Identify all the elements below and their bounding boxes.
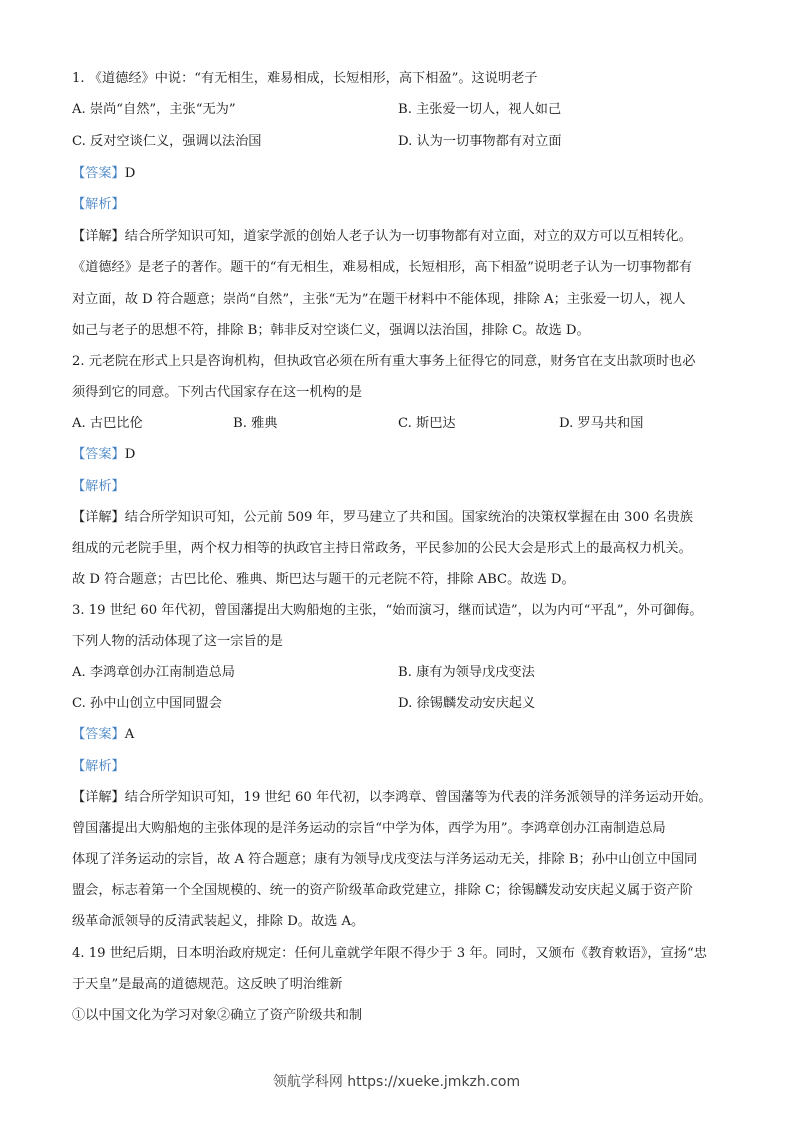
question-2-option-c: C. 斯巴达: [398, 416, 456, 431]
question-3-option-c: C. 孙中山创立中国同盟会: [72, 696, 222, 711]
question-3-detail-line: 曾国藩提出大购船炮的主张体现的是洋务运动的宗旨“中学为体，西学为用”。李鸿章创办江南制造总局: [72, 821, 666, 836]
question-2-detail-line: 【详解】结合所学知识可知，公元前 509 年，罗马建立了共和国。国家统治的决策权掌握在由 300 名贵族: [72, 510, 693, 525]
question-3-detail-line: 体现了洋务运动的宗旨，故 A 符合题意；康有为领导戊戌变法与洋务运动无关，排除 B；孙中山创立中国同: [72, 852, 698, 867]
question-1-stem: 1. 《道德经》中说：“有无相生，难易相成，长短相形，高下相盈”。这说明老子: [72, 71, 538, 86]
question-2-detail-line: 故 D 符合题意；古巴比伦、雅典、斯巴达与题干的元老院不符，排除 ABC。故选 D。: [72, 572, 575, 587]
question-2-option-a: A. 古巴比伦: [72, 416, 143, 431]
answer-tag: 【答案】: [72, 166, 125, 181]
question-3-detail-line: 盟会，标志着第一个全国规模的、统一的资产阶级革命政党建立，排除 C；徐锡麟发动安庆起义属于资产阶: [72, 883, 693, 898]
question-2-option-b: B. 雅典: [233, 416, 278, 431]
question-2-answer: [72, 443, 135, 462]
question-4-stem: 于天皇”是最高的道德规范。这反映了明治维新: [72, 977, 343, 992]
question-1-answer: [72, 162, 135, 181]
question-2-detail-line: 组成的元老院手里，两个权力相等的执政官主持日常政务，平民参加的公民大会是形式上的最高权力机关。: [72, 541, 692, 556]
question-2-stem: 须得到它的同意。下列古代国家存在这一机构的是: [72, 385, 363, 400]
question-1-option-d: D. 认为一切事物都有对立面: [398, 134, 562, 149]
question-1-option-c: C. 反对空谈仁义，强调以法治国: [72, 134, 262, 149]
question-3-option-d: D. 徐锡麟发动安庆起义: [398, 696, 536, 711]
question-3-option-b: B. 康有为领导戊戌变法: [398, 665, 535, 680]
question-1-detail-line: 对立面，故 D 符合题意；崇尚“自然”，主张“无为”在题干材料中不能体现，排除 A；主张爱一切人，视人: [72, 292, 686, 307]
question-1-analysis-tag: 【解析】: [72, 197, 125, 212]
question-1-option-b: B. 主张爱一切人，视人如己: [398, 102, 562, 117]
question-2-stem: 2. 元老院在形式上只是咨询机构，但执政官必须在所有重大事务上征得它的同意，财务官在支出款项时也必: [72, 354, 696, 369]
question-1-detail-line: 《道德经》是老子的著作。题干的“有无相生，难易相成，长短相形，高下相盈”说明老子认为一切事物都有: [72, 260, 693, 275]
question-3-answer: [72, 723, 134, 742]
question-1-detail-line: 【详解】结合所学知识可知，道家学派的创始人老子认为一切事物都有对立面，对立的双方可以互相转化。: [72, 229, 692, 244]
question-1-detail-line: 如己与老子的思想不符，排除 B；韩非反对空谈仁义，强调以法治国，排除 C。故选 D。: [72, 323, 590, 338]
answer-value: D: [124, 447, 136, 462]
answer-value: D: [124, 166, 136, 181]
question-3-stem: 3. 19 世纪 60 年代初，曾国藩提出大购船炮的主张，“始而演习，继而试造”，以为内可“平乱”，外可御侮。: [72, 603, 703, 618]
answer-value: A: [124, 727, 135, 742]
question-2-option-d: D. 罗马共和国: [559, 416, 644, 431]
question-3-analysis-tag: 【解析】: [72, 759, 125, 774]
question-2-analysis-tag: 【解析】: [72, 479, 125, 494]
question-4-stem: 4. 19 世纪后期，日本明治政府规定：任何儿童就学年限不得少于 3 年。同时，又颁布《教育敕语》，宣扬“忠: [72, 946, 707, 961]
question-3-detail-line: 级革命派领导的反清武装起义，排除 D。故选 A。: [72, 914, 365, 929]
question-3-option-a: A. 李鸿章创办江南制造总局: [72, 665, 235, 680]
question-3-stem: 下列人物的活动体现了这一宗旨的是: [72, 634, 283, 649]
question-3-detail-line: 【详解】结合所学知识可知，19 世纪 60 年代初，以李鸿章、曾国藩等为代表的洋务派领导的洋务运动开始。: [72, 790, 712, 805]
answer-tag: 【答案】: [72, 447, 125, 462]
footer-watermark: 领航学科网 https://xueke.jmkzh.com: [272, 1074, 521, 1090]
question-4-option-line: ①以中国文化为学习对象②确立了资产阶级共和制: [72, 1008, 363, 1023]
answer-tag: 【答案】: [72, 727, 125, 742]
question-1-option-a: A. 崇尚“自然”，主张“无为”: [72, 102, 236, 117]
